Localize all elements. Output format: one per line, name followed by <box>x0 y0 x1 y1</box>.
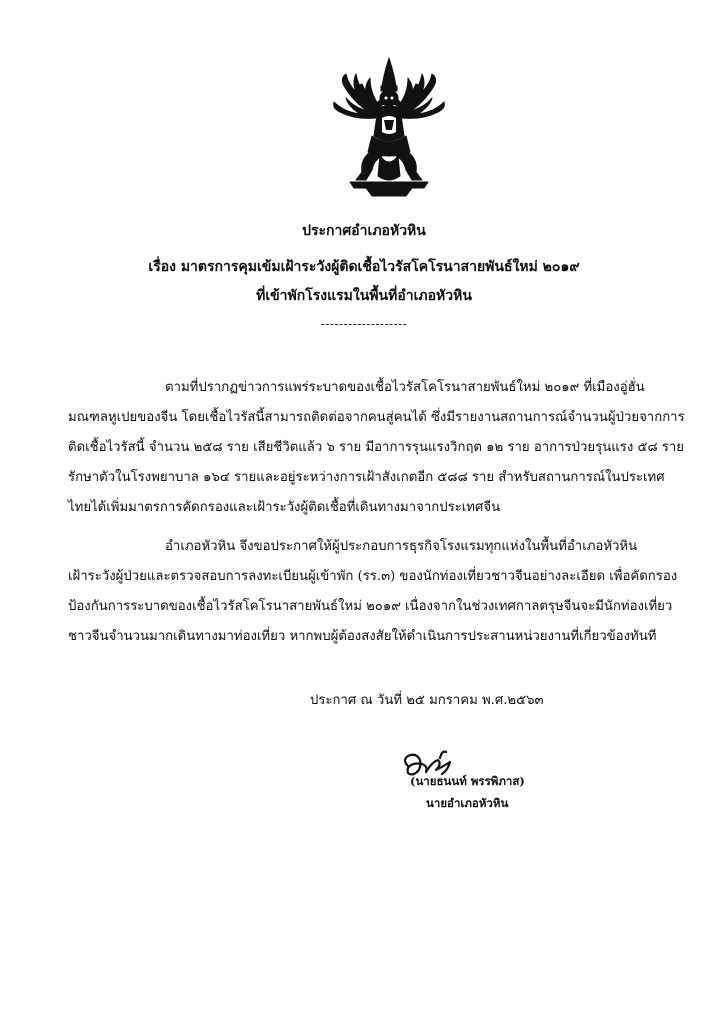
signer-name: (นายธนนท์ พรรพิภาส) <box>410 774 525 788</box>
paragraph-2-line: ป้องกันการระบาดของเชื้อไวรัสโคโรนาสายพันธ์ใหม่ ๒๐๑๙ เนื่องจากในช่วงเทศกาลตรุษจีนจะมีนักท่องเที่ยว <box>68 599 673 614</box>
announcement-title: ประกาศอำเภอหัวหิน <box>302 223 426 239</box>
separator-dashes: ------------------- <box>320 317 408 331</box>
paragraph-1-line: ไทยได้เพิ่มมาตรการคัดกรองและเฝ้าระวังผู้ติดเชื้อที่เดินทางมาจากประเทศจีน <box>68 500 501 515</box>
paragraph-1-line: ตามที่ปรากฏข่าวการแพร่ระบาดของเชื้อไวรัสโคโรนาสายพันธ์ใหม่ ๒๐๑๙ ที่เมืองอู่ฮั่น <box>165 380 645 395</box>
paragraph-1-line: มณฑลหูเปยของจีน โดยเชื้อไวรัสนี้สามารถติดต่อจากคนสู่คนได้ ซึ่งมีรายงานสถานการณ์จำนวนผู้ป่วยจากการ <box>68 410 685 425</box>
paragraph-2-line: อำเภอหัวหิน จึงขอประกาศให้ผู้ประกอบการธุรกิจโรงแรมทุกแห่งในพื้นที่อำเภอหัวหิน <box>165 539 638 554</box>
paragraph-1-line: รักษาตัวในโรงพยาบาล ๑๖๔ รายและอยู่ระหว่างการเฝ้าสังเกตอีก ๕๘๘ ราย สำหรับสถานการณ์ในประเทศ <box>68 470 665 485</box>
paragraph-2-line: เฝ้าระวังผู้ป่วยและตรวจสอบการลงทะเบียนผู้เข้าพัก (รร.๓) ของนักท่องเที่ยวชาวจีนอย่างละเอียด เพื่อคัดกรอง <box>68 569 678 584</box>
subject-line-continued: ที่เข้าพักโรงแรมในพื้นที่อำเภอหัวหิน <box>256 288 472 304</box>
paragraph-2-line: ชาวจีนจำนวนมากเดินทางมาท่องเที่ยว หากพบผู้ต้องสงสัยให้ดำเนินการประสานหน่วยงานที่เกี่ยวข้องทันที <box>68 629 657 644</box>
paragraph-1-line: ติดเชื้อไวรัสนี้ จำนวน ๒๕๘ ราย เสียชีวิตแล้ว ๖ ราย มีอาการรุนแรงวิกฤต ๑๒ ราย อาการป่วยรุนแรง ๕๘ ราย <box>68 440 685 455</box>
announcement-date: ประกาศ ณ วันที่ ๒๕ มกราคม พ.ศ.๒๕๖๓ <box>310 693 544 708</box>
subject-line: เรื่อง มาตรการคุมเข้มเฝ้าระวังผู้ติดเชื้อไวรัสโคโรนาสายพันธ์ใหม่ ๒๐๑๙ <box>148 259 580 275</box>
signer-position: นายอำเภอหัวหิน <box>426 796 509 810</box>
garuda-emblem <box>326 56 452 198</box>
